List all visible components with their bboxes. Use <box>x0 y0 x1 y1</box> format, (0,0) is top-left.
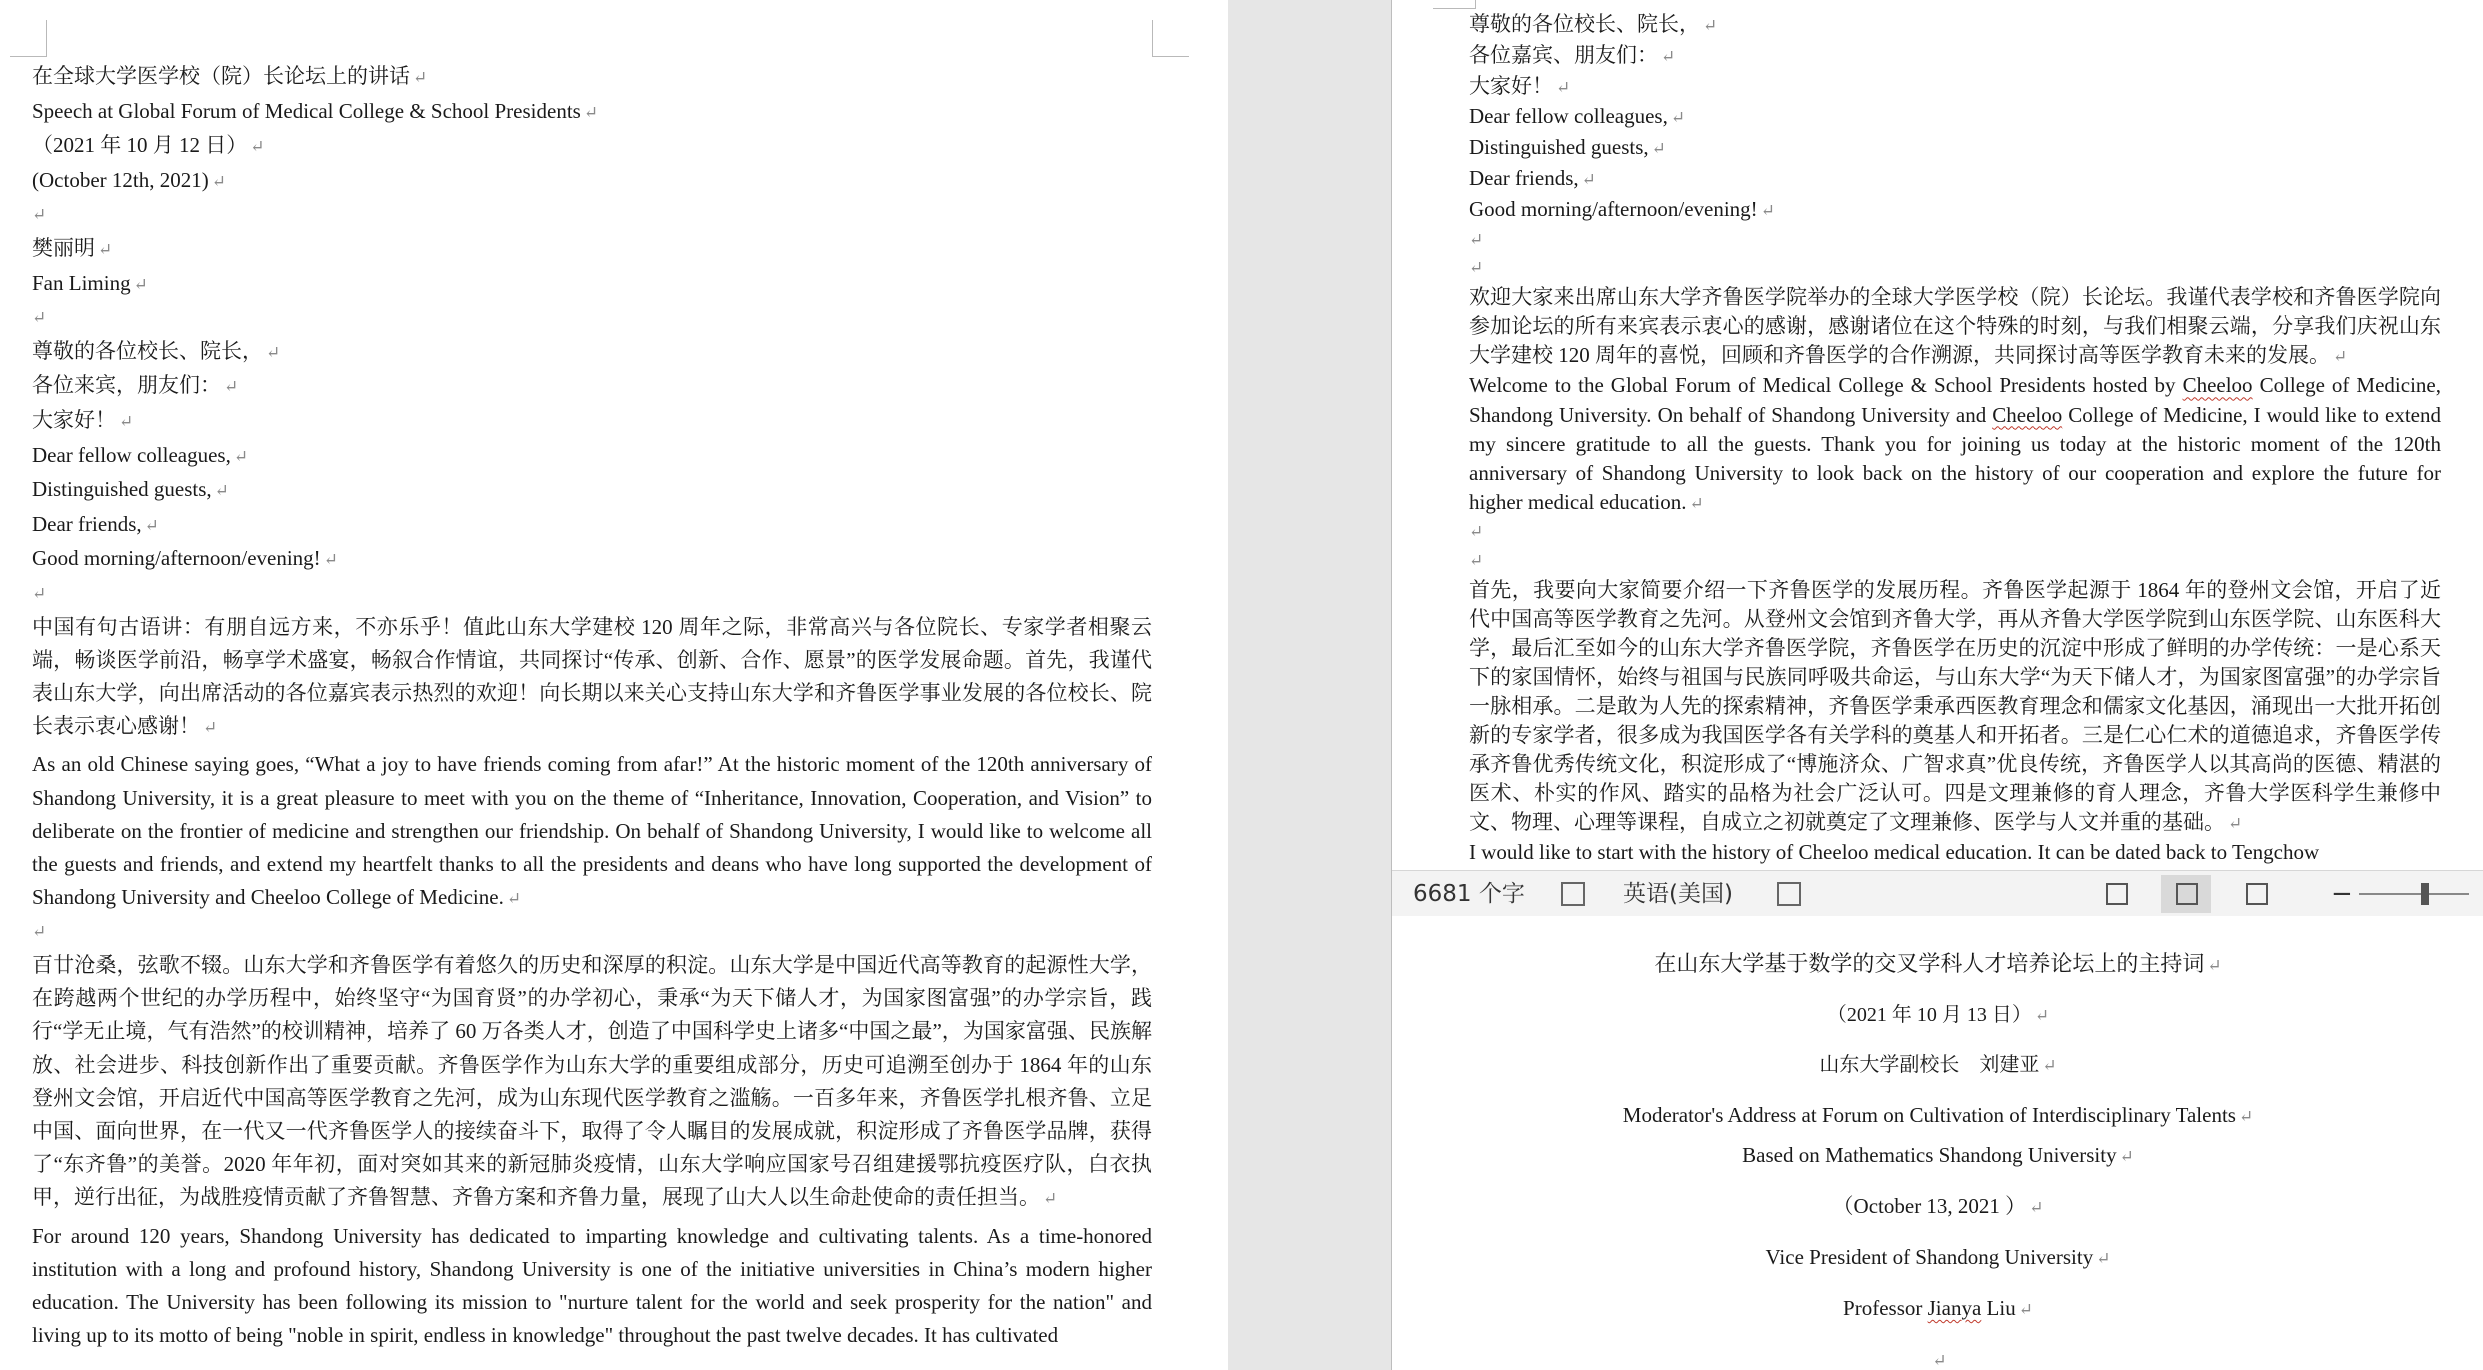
zoom-out-icon[interactable]: − <box>2331 879 2353 909</box>
read-mode-button[interactable] <box>2091 875 2141 913</box>
accessibility-icon[interactable] <box>1777 882 1801 906</box>
document-date-cn: （2021 年 10 月 13 日） ↵ <box>1826 1004 2050 1026</box>
crop-mark-top-left <box>1433 0 1476 9</box>
role-en: Vice President of Shandong University ↵ <box>1765 1245 2111 1269</box>
paragraph-mark: ↵ <box>1469 229 1484 249</box>
text-line: Fan Liming ↵ <box>32 270 148 295</box>
text-line: （2021 年 10 月 12 日） ↵ <box>32 133 265 158</box>
page-gutter <box>1228 0 1391 1370</box>
left-paragraph-cn-2: 百廿沧桑，弦歌不辍。山东大学和齐鲁医学有着悠久的历史和深厚的积淀。山东大学是中国近代高等教育的起源性大学，在跨越两个世纪的办学历程中，始终坚守“为国育贤”的办学初心，秉承“为天下储人才，为国家图富强”的办学宗旨，践行“学无止境，气有浩然”的校训精神，培养了 60 万各类人才，创造了中国科学史上诸多“中国之最”，为国家富强、民族解放、社会进步、科技创新作出了重要贡献。齐鲁医学作为山东大学的重要组成部分，历史可追溯至创办于 1864 年的山东登州文会馆，开启近代中国高等医学教育之先河，成为山东现代医学教育之滥觞。一百多年来，齐鲁医学扎根齐鲁、立足中国、面向世界，在一代又一代齐鲁医学人的接续奋斗下，取得了令人瞩目的发展成就，积淀形成了齐鲁医学品牌，获得了“东齐鲁”的美誉。2020 年年初，面对突如其来的新冠肺炎疫情，山东大学响应国家号召组建援鄂抗疫医疗队，白衣执甲，逆行出征，为战胜疫情贡献了齐鲁智慧、齐鲁方案和齐鲁力量，展现了山大人以生命赴使命的责任担当。 ↵ <box>32 952 1152 1210</box>
right-paragraph-cn-1: 欢迎大家来出席山东大学齐鲁医学院举办的全球大学医学校（院）长论坛。我谨代表学校和齐鲁医学院向参加论坛的所有来宾表示衷心的感谢，感谢诸位在这个特殊的时刻，与我们相聚云端，分享我们庆祝山东大学建校 120 周年的喜悦，回顾和齐鲁医学的合作溯源，共同探讨高等医学教育未来的发展。 ↵ <box>1469 285 2441 368</box>
paragraph-mark: ↵ <box>32 922 47 942</box>
title-en-line-1: Moderator's Address at Forum on Cultivation of Interdisciplinary Talents ↵ <box>1622 1103 2254 1127</box>
left-paragraph-en-2: For around 120 years, Shandong University has dedicated to imparting knowledge and cultivating talents. As a time-honored institution with a long and profound history, Shandong University is one of the initiative universities in China’s modern higher education. The University has been following its mission to "nurture talent for the world and seek prosperity for the nation" and living up to its motto of being "noble in spirit, endless in knowledge" throughout the past twelve decades. It has cultivated <box>32 1223 1152 1348</box>
text-line: 尊敬的各位校长、院长， ↵ <box>32 338 281 363</box>
text-line: 各位嘉宾、朋友们： ↵ <box>1469 42 1676 67</box>
right-top-text-body[interactable] <box>1469 10 2441 867</box>
left-document-page[interactable] <box>0 0 1228 1370</box>
spelling-flag-jianya[interactable]: Jianya <box>1927 1296 1982 1320</box>
text-line: Dear friends, ↵ <box>1469 165 1596 190</box>
document-title: 在山东大学基于数学的交叉学科人才培养论坛上的主持词 ↵ <box>1654 951 2222 976</box>
left-paragraph-en-1: As an old Chinese saying goes, “What a joy to have friends coming from afar!” At the historic moment of the 120th anniversary of Shandong University, it is a great pleasure to meet with you on the theme of “Inheritance, Innovation, Cooperation, and Vision” to deliberate on the frontier of medicine and strengthen our friendship. On behalf of Shandong University, I would like to welcome all the guests and friends, and extend my heartfelt thanks to all the presidents and deans who have long supported the development of Shandong University and Cheeloo College of Medicine. ↵ <box>32 752 1152 910</box>
speaker-cn: 山东大学副校长 刘建亚 ↵ <box>1819 1054 2057 1076</box>
web-layout-icon <box>2246 883 2268 905</box>
crop-mark-top-right <box>1152 20 1189 57</box>
text-line: Good morning/afternoon/evening! ↵ <box>32 546 338 571</box>
status-bar <box>1391 870 2483 918</box>
read-mode-icon <box>2106 883 2128 905</box>
print-layout-icon <box>2176 883 2198 905</box>
zoom-slider-thumb[interactable] <box>2421 883 2429 905</box>
right-bottom-document-page[interactable] <box>1391 916 2483 1370</box>
right-paragraph-cn-2: 首先，我要向大家简要介绍一下齐鲁医学的发展历程。齐鲁医学起源于 1864 年的登州文会馆，开启了近代中国高等医学教育之先河。从登州文会馆到齐鲁大学，再从齐鲁大学医学院到山东医学院、山东医科大学，最后汇至如今的山东大学齐鲁医学院，齐鲁医学在历史的沉淀中形成了鲜明的办学传统：一是心系天下的家国情怀，始终与祖国与民族同呼吸共命运，与山东大学“为天下储人才，为国家图富强”的办学宗旨一脉相承。二是敢为人先的探索精神，齐鲁医学秉承西医教育理念和儒家文化基因，涌现出一大批开拓创新的专家学者，很多成为我国医学各有关学科的奠基人和开拓者。三是仁心仁术的道德追求，齐鲁医学传承齐鲁优秀传统文化，积淀形成了“博施济众、广智求真”优良传统，齐鲁医学人以其高尚的医德、精湛的医术、朴实的作风、踏实的品格为社会广泛认可。四是文理兼修的育人理念，齐鲁大学医科学生兼修中文、物理、心理等课程，自成立之初就奠定了文理兼修、医学与人文并重的基础。 ↵ <box>1469 577 2441 835</box>
paragraph-mark: ↵ <box>1469 550 1484 570</box>
proofing-icon[interactable] <box>1561 882 1585 906</box>
left-paragraph-cn-1: 中国有句古语讲：有朋自远方来，不亦乐乎！值此山东大学建校 120 周年之际，非常高兴与各位院长、专家学者相聚云端，畅谈医学前沿，畅享学术盛宴，畅叙合作情谊，共同探讨“传承、创新、合作、愿景”的医学发展命题。首先，我谨代表山东大学，向出席活动的各位嘉宾表示热烈的欢迎！向长期以来关心支持山东大学和齐鲁医学事业发展的各位校长、院长表示衷心感谢！ ↵ <box>32 614 1152 739</box>
text-line: Distinguished guests, ↵ <box>32 477 229 502</box>
text-line: Speech at Global Forum of Medical College & School Presidents ↵ <box>32 98 599 123</box>
paragraph-mark: ↵ <box>32 583 47 603</box>
word-count[interactable]: 6681 个字 <box>1413 881 1525 907</box>
zoom-slider[interactable] <box>2359 893 2469 895</box>
text-line: 大家好！ ↵ <box>1469 73 1571 98</box>
paragraph-mark: ↵ <box>1469 521 1484 541</box>
text-line: Dear friends, ↵ <box>32 511 159 536</box>
left-text-body[interactable] <box>32 60 1152 1352</box>
right-paragraph-en-1: Welcome to the Global Forum of Medical College & School Presidents hosted by Cheeloo College of Medicine, Shandong University. On behalf of Shandong University and Cheeloo College of Medicine, I would like to extend my sincere gratitude to all the guests. Thank you for joining us today at the historic moment of the 120th anniversary of Shandong University to look back on the history of our cooperation and explore the future for higher medical education. ↵ <box>1469 373 2441 514</box>
text-line: Dear fellow colleagues, ↵ <box>32 442 249 467</box>
right-top-document-page[interactable] <box>1391 0 2483 870</box>
paragraph-mark: ↵ <box>32 308 47 328</box>
title-en-line-2: Based on Mathematics Shandong University ↵ <box>1742 1143 2134 1167</box>
text-line: Good morning/afternoon/evening! ↵ <box>1469 196 1775 221</box>
text-line: 尊敬的各位校长、院长， ↵ <box>1469 12 1718 36</box>
paragraph-mark: ↵ <box>32 205 47 225</box>
spelling-flag-cheeloo[interactable]: Cheeloo <box>2182 373 2253 398</box>
right-bottom-text-body[interactable] <box>1392 950 2483 1370</box>
crop-mark-top-left <box>10 20 47 57</box>
text-line: 大家好！ ↵ <box>32 407 134 432</box>
text-line: (October 12th, 2021) ↵ <box>32 167 226 192</box>
print-layout-button[interactable] <box>2161 875 2211 913</box>
spelling-flag-cheeloo-2[interactable]: Cheeloo <box>1992 402 2063 427</box>
paragraph-mark: ↵ <box>1932 1351 1947 1370</box>
language-indicator[interactable]: 英语(美国) <box>1623 881 1733 907</box>
web-layout-button[interactable] <box>2231 875 2281 913</box>
paragraph-mark: ↵ <box>1469 258 1484 278</box>
right-paragraph-en-2: I would like to start with the history of Cheeloo medical education. It can be dated back to Tengchow <box>1469 840 2320 865</box>
speaker-en: Professor Jianya Liu ↵ <box>1843 1296 2033 1320</box>
text-line: 樊丽明 ↵ <box>32 235 113 260</box>
pane-divider[interactable] <box>1391 0 1392 1370</box>
text-line: Dear fellow colleagues, ↵ <box>1469 104 1686 129</box>
text-line: 在全球大学医学校（院）长论坛上的讲话 ↵ <box>32 64 428 88</box>
document-date-en: （October 13, 2021 ） ↵ <box>1832 1194 2044 1218</box>
text-line: 各位来宾，朋友们： ↵ <box>32 373 239 398</box>
text-line: Distinguished guests, ↵ <box>1469 135 1666 160</box>
